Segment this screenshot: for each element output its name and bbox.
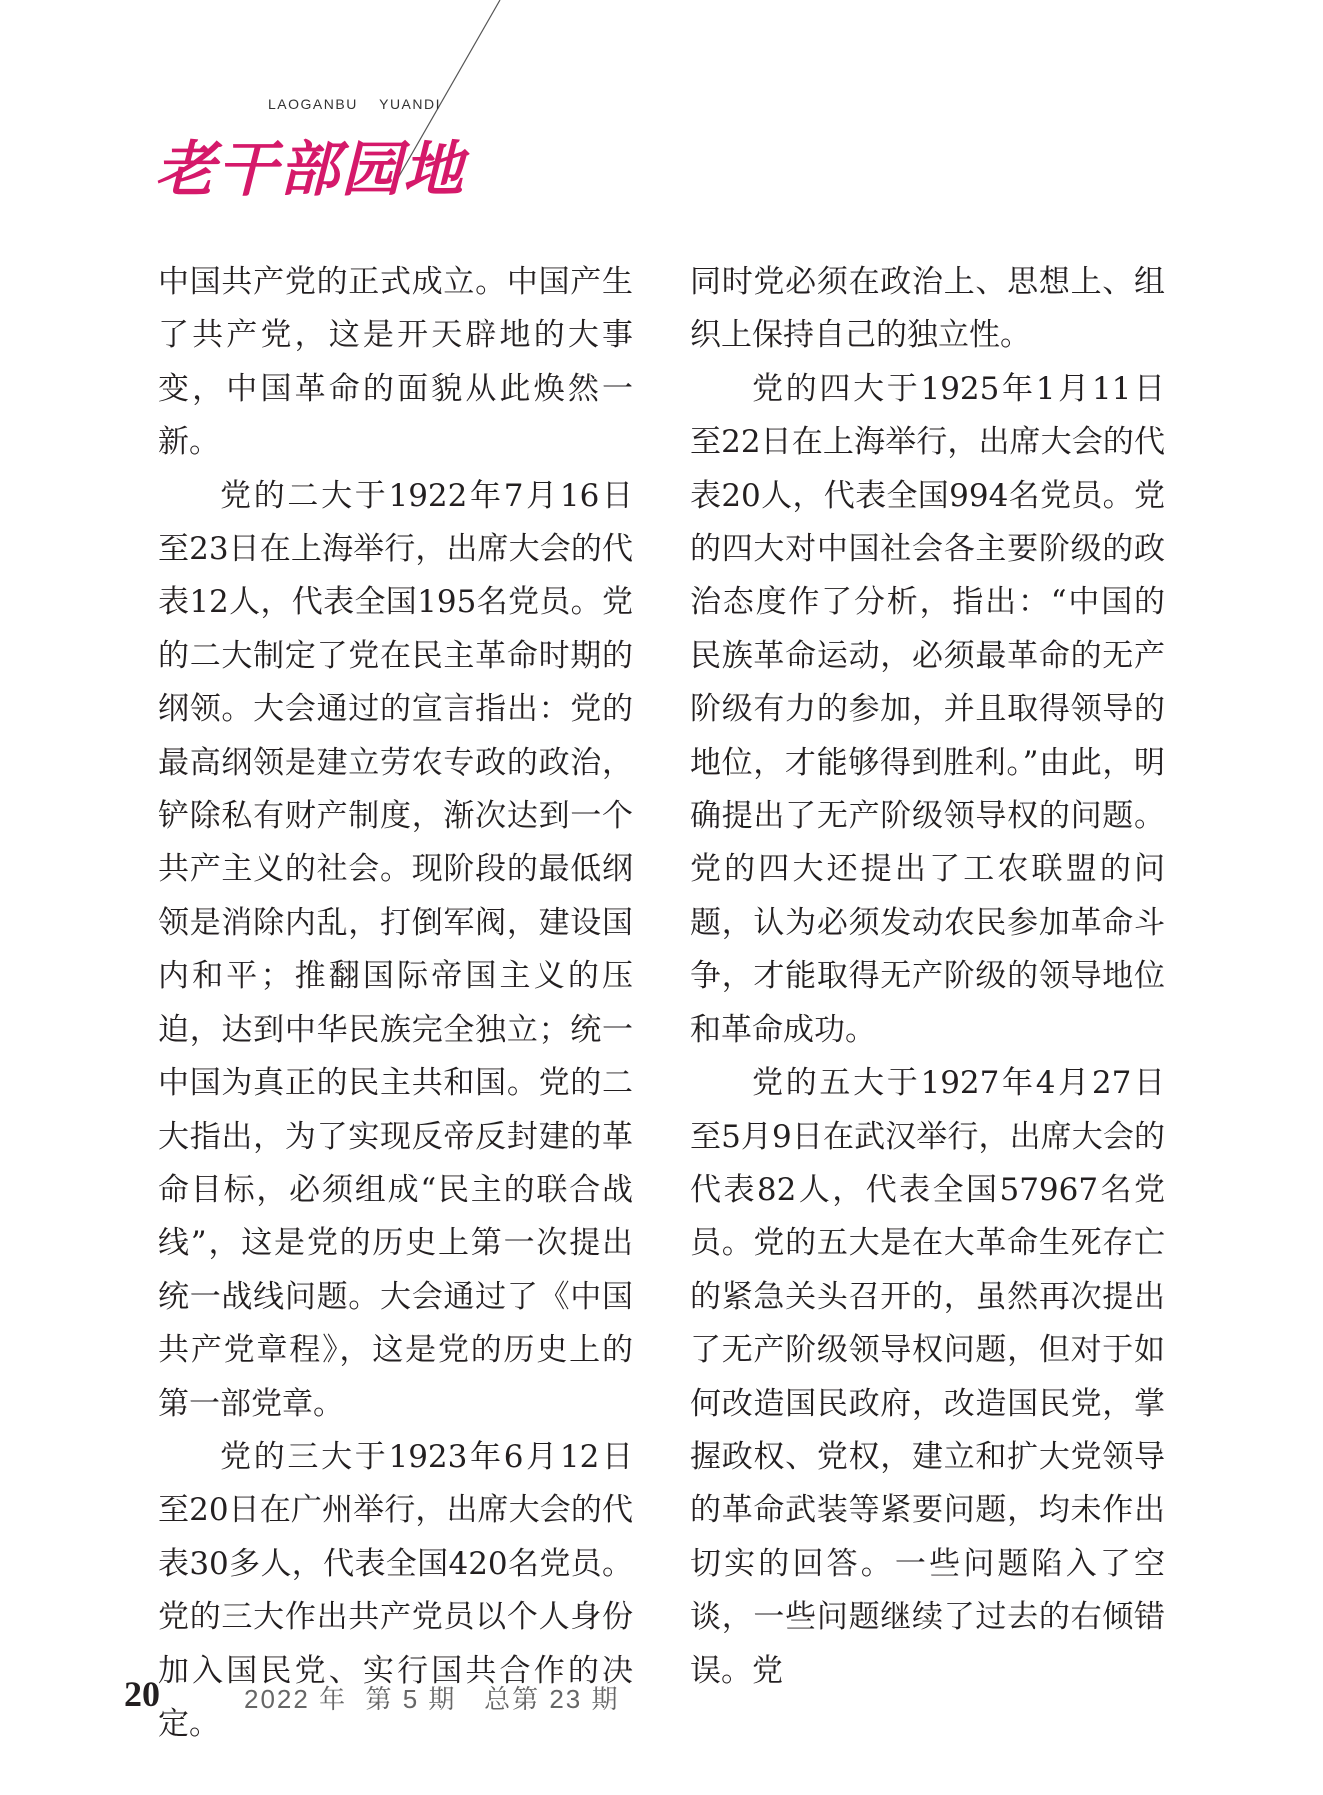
paragraph: 同时党必须在政治上、思想上、组织上保持自己的独立性。 [690, 264, 1165, 354]
logo-title: 老干部园地 [155, 135, 465, 205]
footer [0, 1673, 1323, 1723]
paragraph: 党的二大于1922年7月16日至23日在上海举行，出席大会的代表12人，代表全国195名党员。党的二大制定了党在民主革命时期的纲领。大会通过的宣言指出：党的最高纲领是建立劳农专政的政治，铲除私有财产制度，渐次达到一个共产主义的社会。现阶段的最低纲领是消除内乱，打倒军阀，建设国内和平；推翻国际帝国主义的压迫，达到中华民族完全独立；统一中国为真正的民主共和国。党的二大指出，为了实现反帝反封建的革命目标，必须组成“民主的联合战线”，这是党的历史上第一次提出统一战线问题。大会通过了《中国共产党章程》，这是党的历史上的第一部党章。 [158, 477, 633, 1422]
paragraph: 中国共产党的正式成立。中国产生了共产党，这是开天辟地的大事变，中国革命的面貌从此焕然一新。 [158, 264, 633, 461]
column-left [158, 256, 633, 1751]
issue-info: 2022 年 第 5 期 总第 23 期 [244, 1684, 620, 1714]
header [0, 0, 600, 220]
page-number: 20 [124, 1674, 160, 1714]
paragraph: 党的四大于1925年1月11日至22日在上海举行，出席大会的代表20人，代表全国994名党员。党的四大对中国社会各主要阶级的政治态度作了分析，指出：“中国的民族革命运动，必须最革命的无产阶级有力的参加，并且取得领导的地位，才能够得到胜利。”由此，明确提出了无产阶级领导权的问题。党的四大还提出了工农联盟的问题，认为必须发动农民参加革命斗争，才能取得无产阶级的领导地位和革命成功。 [690, 370, 1165, 1048]
logo-subtitle: LAOGANBU YUANDI [268, 96, 442, 112]
column-right [690, 256, 1165, 1698]
paragraph: 党的五大于1927年4月27日至5月9日在武汉举行，出席大会的代表82人，代表全国57967名党员。党的五大是在大革命生死存亡的紧急关头召开的，虽然再次提出了无产阶级领导权问题，但对于如何改造国民政府，改造国民党，掌握政权、党权，建立和扩大党领导的革命武装等紧要问题，均未作出切实的回答。一些问题陷入了空谈，一些问题继续了过去的右倾错误。党 [690, 1065, 1165, 1689]
paragraph: 党的三大于1923年6月12日至20日在广州举行，出席大会的代表30多人，代表全国420名党员。党的三大作出共产党员以个人身份加入国民党、实行国共合作的决定。 [158, 1438, 633, 1742]
